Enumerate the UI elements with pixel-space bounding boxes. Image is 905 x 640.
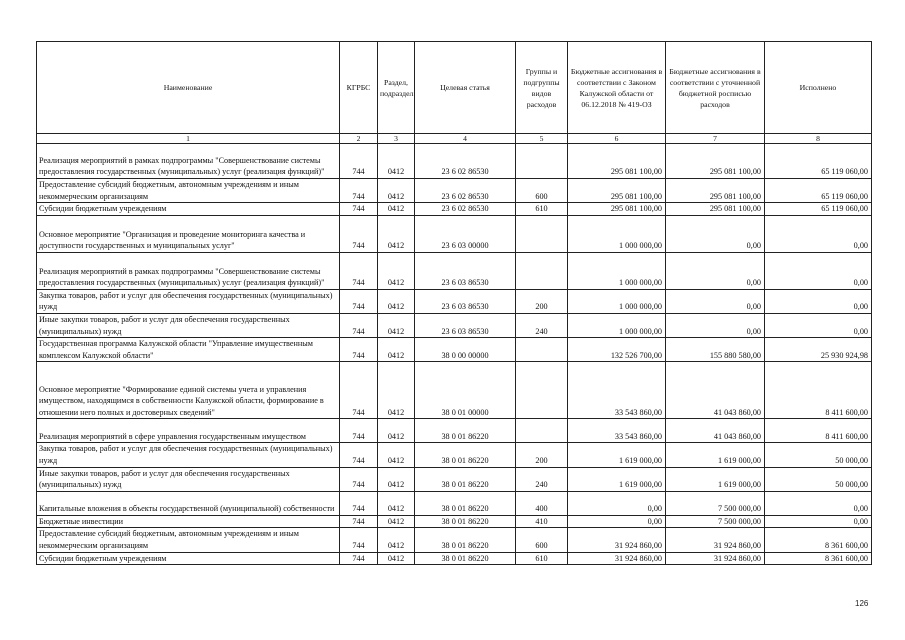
header-statya: Целевая статья bbox=[415, 42, 516, 134]
header-kgrbs: КГРБС bbox=[340, 42, 378, 134]
row-refined-amount: 0,00 bbox=[666, 313, 765, 337]
row-refined-amount: 295 081 100,00 bbox=[666, 144, 765, 179]
table-row bbox=[37, 467, 872, 491]
column-number: 6 bbox=[568, 134, 666, 144]
row-razdel: 0412 bbox=[378, 179, 415, 203]
row-law-amount: 1 000 000,00 bbox=[568, 289, 666, 313]
row-law-amount: 31 924 860,00 bbox=[568, 528, 666, 552]
table-row bbox=[37, 215, 872, 252]
table-row bbox=[37, 552, 872, 565]
row-target-article: 38 0 01 86220 bbox=[415, 515, 516, 528]
row-executed-amount: 0,00 bbox=[765, 491, 872, 515]
row-kgrbs: 744 bbox=[340, 515, 378, 528]
row-razdel: 0412 bbox=[378, 362, 415, 419]
row-executed-amount: 65 119 060,00 bbox=[765, 203, 872, 216]
table-row bbox=[37, 179, 872, 203]
row-target-article: 23 6 02 86530 bbox=[415, 144, 516, 179]
row-target-article: 23 6 02 86530 bbox=[415, 203, 516, 216]
table-row bbox=[37, 362, 872, 419]
row-executed-amount: 8 361 600,00 bbox=[765, 552, 872, 565]
row-law-amount: 0,00 bbox=[568, 491, 666, 515]
table-row bbox=[37, 528, 872, 552]
row-expense-type: 610 bbox=[516, 203, 568, 216]
row-expense-type: 240 bbox=[516, 467, 568, 491]
column-number: 1 bbox=[37, 134, 340, 144]
row-executed-amount: 0,00 bbox=[765, 215, 872, 252]
row-refined-amount: 295 081 100,00 bbox=[666, 203, 765, 216]
column-number: 5 bbox=[516, 134, 568, 144]
row-law-amount: 1 000 000,00 bbox=[568, 215, 666, 252]
row-expense-type bbox=[516, 215, 568, 252]
column-number: 4 bbox=[415, 134, 516, 144]
row-expense-type bbox=[516, 144, 568, 179]
row-target-article: 38 0 01 86220 bbox=[415, 467, 516, 491]
row-razdel: 0412 bbox=[378, 144, 415, 179]
row-refined-amount: 31 924 860,00 bbox=[666, 528, 765, 552]
row-expense-type bbox=[516, 419, 568, 443]
row-kgrbs: 744 bbox=[340, 528, 378, 552]
row-executed-amount: 0,00 bbox=[765, 313, 872, 337]
row-razdel: 0412 bbox=[378, 313, 415, 337]
row-executed-amount: 50 000,00 bbox=[765, 467, 872, 491]
page-number: 126 bbox=[855, 599, 869, 608]
row-refined-amount: 31 924 860,00 bbox=[666, 552, 765, 565]
row-name: Государственная программа Калужской области "Управление имущественным комплексом Калужской области" bbox=[37, 338, 340, 362]
row-executed-amount: 0,00 bbox=[765, 252, 872, 289]
row-name: Бюджетные инвестиции bbox=[37, 515, 340, 528]
row-target-article: 38 0 01 86220 bbox=[415, 528, 516, 552]
header-name: Наименование bbox=[37, 42, 340, 134]
header-law: Бюджетные ассигнования в соответствии с Законом Калужской области от 06.12.2018 № 419-ОЗ bbox=[568, 42, 666, 134]
table-row bbox=[37, 144, 872, 179]
row-target-article: 38 0 00 00000 bbox=[415, 338, 516, 362]
row-law-amount: 33 543 860,00 bbox=[568, 362, 666, 419]
row-target-article: 38 0 01 86220 bbox=[415, 443, 516, 467]
row-target-article: 23 6 03 86530 bbox=[415, 252, 516, 289]
row-expense-type: 610 bbox=[516, 552, 568, 565]
row-name: Реализация мероприятий в сфере управления государственным имуществом bbox=[37, 419, 340, 443]
row-kgrbs: 744 bbox=[340, 419, 378, 443]
table-row bbox=[37, 203, 872, 216]
row-law-amount: 33 543 860,00 bbox=[568, 419, 666, 443]
row-refined-amount: 295 081 100,00 bbox=[666, 179, 765, 203]
budget-table bbox=[36, 41, 872, 565]
row-target-article: 38 0 01 00000 bbox=[415, 362, 516, 419]
row-executed-amount: 65 119 060,00 bbox=[765, 144, 872, 179]
row-kgrbs: 744 bbox=[340, 215, 378, 252]
row-razdel: 0412 bbox=[378, 515, 415, 528]
row-target-article: 38 0 01 86220 bbox=[415, 491, 516, 515]
row-razdel: 0412 bbox=[378, 215, 415, 252]
row-law-amount: 295 081 100,00 bbox=[568, 179, 666, 203]
row-expense-type: 200 bbox=[516, 443, 568, 467]
row-refined-amount: 1 619 000,00 bbox=[666, 443, 765, 467]
row-name: Предоставление субсидий бюджетным, автономным учреждениям и иным некоммерческим организациям bbox=[37, 528, 340, 552]
row-kgrbs: 744 bbox=[340, 179, 378, 203]
row-razdel: 0412 bbox=[378, 552, 415, 565]
row-razdel: 0412 bbox=[378, 528, 415, 552]
row-name: Субсидии бюджетным учреждениям bbox=[37, 552, 340, 565]
header-razdel: Раздел, подраздел bbox=[378, 42, 415, 134]
header-ispolneno: Исполнено bbox=[765, 42, 872, 134]
row-law-amount: 1 619 000,00 bbox=[568, 443, 666, 467]
row-law-amount: 1 000 000,00 bbox=[568, 252, 666, 289]
row-target-article: 38 0 01 86220 bbox=[415, 552, 516, 565]
budget-table-sheet bbox=[36, 41, 871, 565]
row-expense-type: 200 bbox=[516, 289, 568, 313]
row-name: Субсидии бюджетным учреждениям bbox=[37, 203, 340, 216]
table-row bbox=[37, 443, 872, 467]
table-row bbox=[37, 289, 872, 313]
row-razdel: 0412 bbox=[378, 289, 415, 313]
row-executed-amount: 65 119 060,00 bbox=[765, 179, 872, 203]
row-expense-type: 410 bbox=[516, 515, 568, 528]
row-executed-amount: 0,00 bbox=[765, 289, 872, 313]
table-row bbox=[37, 419, 872, 443]
header-gruppy: Группы и подгруппы видов расходов bbox=[516, 42, 568, 134]
row-kgrbs: 744 bbox=[340, 467, 378, 491]
row-expense-type bbox=[516, 252, 568, 289]
row-expense-type: 240 bbox=[516, 313, 568, 337]
row-expense-type: 600 bbox=[516, 528, 568, 552]
row-expense-type: 400 bbox=[516, 491, 568, 515]
row-kgrbs: 744 bbox=[340, 252, 378, 289]
row-executed-amount: 50 000,00 bbox=[765, 443, 872, 467]
header-utoch: Бюджетные ассигнования в соответствии с уточненной бюджетной росписью расходов bbox=[666, 42, 765, 134]
row-refined-amount: 155 880 580,00 bbox=[666, 338, 765, 362]
row-refined-amount: 1 619 000,00 bbox=[666, 467, 765, 491]
column-number: 7 bbox=[666, 134, 765, 144]
row-law-amount: 0,00 bbox=[568, 515, 666, 528]
row-expense-type bbox=[516, 362, 568, 419]
row-kgrbs: 744 bbox=[340, 289, 378, 313]
row-law-amount: 1 619 000,00 bbox=[568, 467, 666, 491]
row-law-amount: 31 924 860,00 bbox=[568, 552, 666, 565]
row-refined-amount: 0,00 bbox=[666, 215, 765, 252]
row-name: Предоставление субсидий бюджетным, автономным учреждениям и иным некоммерческим организациям bbox=[37, 179, 340, 203]
row-kgrbs: 744 bbox=[340, 552, 378, 565]
row-kgrbs: 744 bbox=[340, 203, 378, 216]
table-row bbox=[37, 491, 872, 515]
row-refined-amount: 7 500 000,00 bbox=[666, 515, 765, 528]
row-name: Капитальные вложения в объекты государственной (муниципальной) собственности bbox=[37, 491, 340, 515]
row-executed-amount: 0,00 bbox=[765, 515, 872, 528]
row-name: Реализация мероприятий в рамках подпрограммы "Совершенствование системы предоставления государственных (муниципальных) услуг (реализация функций)" bbox=[37, 252, 340, 289]
row-executed-amount: 8 411 600,00 bbox=[765, 419, 872, 443]
row-name: Основное мероприятие "Организация и проведение мониторинга качества и доступности государственных и муниципальных услуг" bbox=[37, 215, 340, 252]
row-razdel: 0412 bbox=[378, 467, 415, 491]
row-executed-amount: 25 930 924,98 bbox=[765, 338, 872, 362]
row-name: Основное мероприятие "Формирование единой системы учета и управления имуществом, находящимся в собственности Калужской области, формирование в отношении него полных и достоверных сведений" bbox=[37, 362, 340, 419]
column-number-row bbox=[37, 134, 872, 144]
row-razdel: 0412 bbox=[378, 491, 415, 515]
column-number: 2 bbox=[340, 134, 378, 144]
row-razdel: 0412 bbox=[378, 252, 415, 289]
row-refined-amount: 41 043 860,00 bbox=[666, 419, 765, 443]
row-expense-type: 600 bbox=[516, 179, 568, 203]
row-target-article: 23 6 03 00000 bbox=[415, 215, 516, 252]
row-refined-amount: 0,00 bbox=[666, 252, 765, 289]
row-name: Закупка товаров, работ и услуг для обеспечения государственных (муниципальных) нужд bbox=[37, 443, 340, 467]
row-target-article: 38 0 01 86220 bbox=[415, 419, 516, 443]
table-row bbox=[37, 252, 872, 289]
row-target-article: 23 6 02 86530 bbox=[415, 179, 516, 203]
row-razdel: 0412 bbox=[378, 203, 415, 216]
table-row bbox=[37, 515, 872, 528]
row-refined-amount: 0,00 bbox=[666, 289, 765, 313]
row-kgrbs: 744 bbox=[340, 443, 378, 467]
row-expense-type bbox=[516, 338, 568, 362]
table-row bbox=[37, 338, 872, 362]
row-refined-amount: 41 043 860,00 bbox=[666, 362, 765, 419]
row-kgrbs: 744 bbox=[340, 338, 378, 362]
row-target-article: 23 6 03 86530 bbox=[415, 313, 516, 337]
row-law-amount: 1 000 000,00 bbox=[568, 313, 666, 337]
row-name: Иные закупки товаров, работ и услуг для обеспечения государственных (муниципальных) нужд bbox=[37, 313, 340, 337]
column-number: 8 bbox=[765, 134, 872, 144]
row-razdel: 0412 bbox=[378, 419, 415, 443]
row-kgrbs: 744 bbox=[340, 491, 378, 515]
row-law-amount: 132 526 700,00 bbox=[568, 338, 666, 362]
table-body bbox=[37, 144, 872, 565]
row-razdel: 0412 bbox=[378, 338, 415, 362]
table-row bbox=[37, 313, 872, 337]
row-kgrbs: 744 bbox=[340, 144, 378, 179]
row-kgrbs: 744 bbox=[340, 313, 378, 337]
row-razdel: 0412 bbox=[378, 443, 415, 467]
column-number: 3 bbox=[378, 134, 415, 144]
row-executed-amount: 8 361 600,00 bbox=[765, 528, 872, 552]
row-kgrbs: 744 bbox=[340, 362, 378, 419]
row-executed-amount: 8 411 600,00 bbox=[765, 362, 872, 419]
row-target-article: 23 6 03 86530 bbox=[415, 289, 516, 313]
row-name: Реализация мероприятий в рамках подпрограммы "Совершенствование системы предоставления государственных (муниципальных) услуг (реализация функций)" bbox=[37, 144, 340, 179]
row-law-amount: 295 081 100,00 bbox=[568, 144, 666, 179]
row-law-amount: 295 081 100,00 bbox=[568, 203, 666, 216]
row-name: Иные закупки товаров, работ и услуг для обеспечения государственных (муниципальных) нужд bbox=[37, 467, 340, 491]
row-refined-amount: 7 500 000,00 bbox=[666, 491, 765, 515]
row-name: Закупка товаров, работ и услуг для обеспечения государственных (муниципальных) нужд bbox=[37, 289, 340, 313]
